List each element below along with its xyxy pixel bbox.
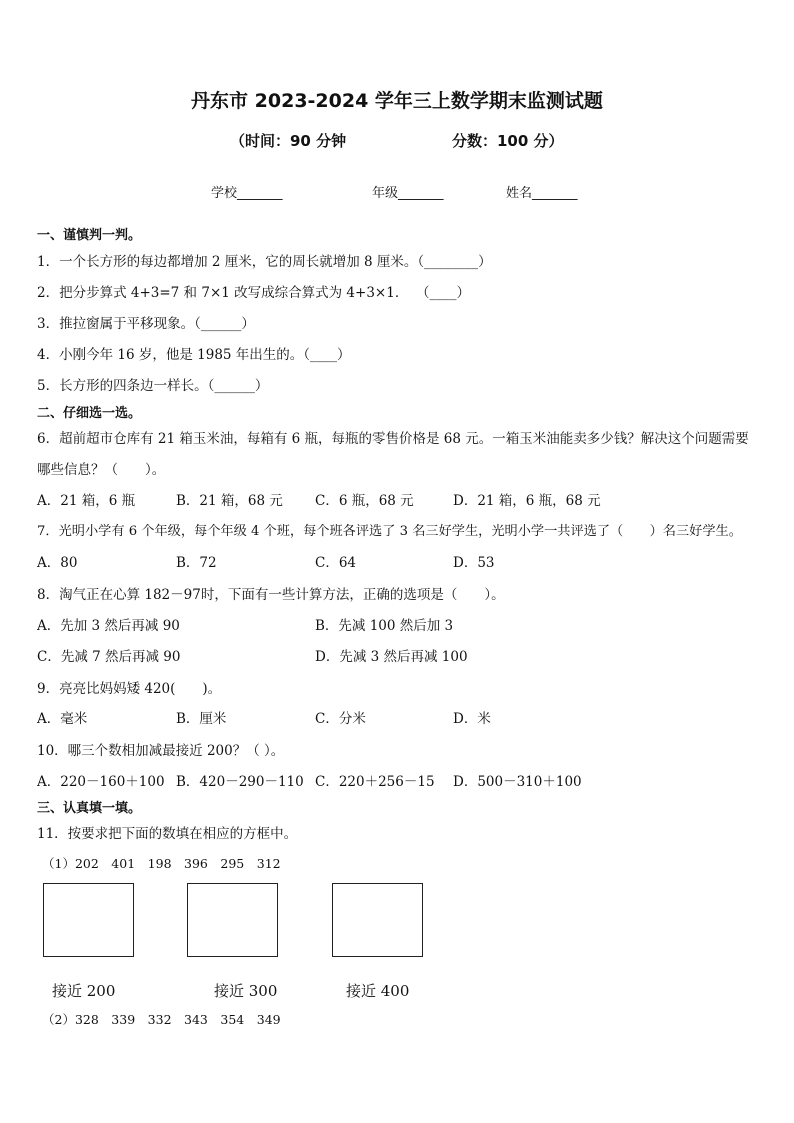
q10-option-d: D．500－310＋100 <box>453 774 582 790</box>
question-2: 2．把分步算式 4+3=7 和 7×1 改写成综合算式为 4+3×1． <box>37 285 409 301</box>
question-3: 3．推拉窗属于平移现象。（______） <box>37 316 255 332</box>
label-near-300: 接近 300 <box>214 982 278 1000</box>
q9-option-a: A．毫米 <box>37 711 88 727</box>
q11-part-2-numbers: （2）328 339 332 343 354 349 <box>42 1012 281 1027</box>
question-9: 9．亮亮比妈妈矮 420( )。 <box>37 681 222 697</box>
label-near-200: 接近 200 <box>52 982 116 1000</box>
q10-option-c: C．220＋256－15 <box>315 774 435 790</box>
question-4: 4．小刚今年 16 岁，他是 1985 年出生的。（____） <box>37 347 351 363</box>
q6-option-b: B．21 箱，68 元 <box>176 493 283 509</box>
answer-box-300[interactable] <box>187 883 278 957</box>
q7-option-d: D．53 <box>453 555 495 571</box>
grade-field[interactable]: 年级_______ <box>372 186 444 201</box>
q8-option-d: D．先减 3 然后再减 100 <box>315 649 468 665</box>
section-judge: 一、谨慎判一判。 <box>37 228 142 243</box>
question-11: 11．按要求把下面的数填在相应的方框中。 <box>37 826 298 842</box>
q9-option-c: C．分米 <box>315 711 366 727</box>
exam-score: 分数：100 分） <box>452 132 564 150</box>
question-7: 7．光明小学有 6 个年级，每个年级 4 个班，每个班各评选了 3 名三好学生，光明小学一共评选了（ ）名三好学生。 <box>37 524 742 539</box>
q9-option-b: B．厘米 <box>176 711 227 727</box>
question-8: 8．淘气正在心算 182－97时，下面有一些计算方法，正确的选项是（ ）。 <box>37 587 505 603</box>
section-fill: 三、认真填一填。 <box>37 801 142 816</box>
question-10: 10．哪三个数相加减最接近 200？（ ）。 <box>37 743 285 759</box>
q8-option-b: B．先减 100 然后加 3 <box>315 618 454 634</box>
q9-option-d: D．米 <box>453 711 491 727</box>
q7-option-b: B．72 <box>176 555 217 571</box>
q7-option-c: C．64 <box>315 555 357 571</box>
q8-option-c: C．先减 7 然后再减 90 <box>37 649 181 665</box>
page-title: 丹东市 2023-2024 学年三上数学期末监测试题 <box>191 90 603 112</box>
section-choose: 二、仔细选一选。 <box>37 406 142 421</box>
q6-option-d: D．21 箱，6 瓶，68 元 <box>453 493 601 509</box>
question-2-blank: （____） <box>416 285 470 301</box>
q6-option-a: A．21 箱，6 瓶 <box>37 493 136 509</box>
question-6: 6．超前超市仓库有 21 箱玉米油，每箱有 6 瓶，每瓶的零售价格是 68 元。一箱玉米油能卖多少钱？解决这个问题需要 <box>37 431 749 447</box>
q6-option-c: C．6 瓶，68 元 <box>315 493 414 509</box>
label-near-400: 接近 400 <box>346 982 410 1000</box>
name-field[interactable]: 姓名_______ <box>506 186 578 201</box>
question-1: 1．一个长方形的每边都增加 2 厘米，它的周长就增加 8 厘米。（________） <box>37 254 492 270</box>
q7-option-a: A．80 <box>37 555 78 571</box>
q10-option-a: A．220－160＋100 <box>37 774 165 790</box>
question-6-cont: 哪些信息？（ ）。 <box>37 462 166 478</box>
answer-box-400[interactable] <box>332 883 423 957</box>
q10-option-b: B．420－290－110 <box>176 774 304 790</box>
exam-time: （时间：90 分钟 <box>230 132 347 150</box>
q8-option-a: A．先加 3 然后再减 90 <box>37 618 180 634</box>
school-field[interactable]: 学校_______ <box>211 186 283 201</box>
answer-box-200[interactable] <box>43 883 134 957</box>
question-5: 5．长方形的四条边一样长。（______） <box>37 378 269 394</box>
q11-part-1-numbers: （1）202 401 198 396 295 312 <box>42 856 281 871</box>
